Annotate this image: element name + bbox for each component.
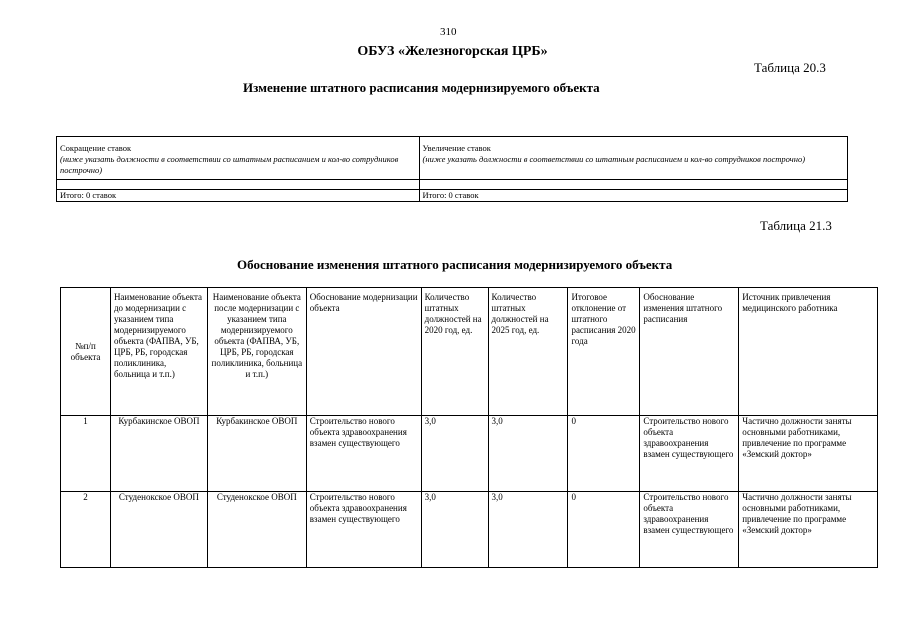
increase-note: (ниже указать должности в соответствии со штатным расписанием и кол-во сотрудников построчно) xyxy=(422,154,806,164)
increase-header: Увеличение ставок xyxy=(422,143,491,153)
header-source: Источник привлечения медицинского работника xyxy=(739,288,878,416)
table2-label: Таблица 21.3 xyxy=(760,218,832,233)
row-staff-2020: 3,0 xyxy=(421,416,488,492)
row-number: 1 xyxy=(61,416,111,492)
row-change-justification: Строительство нового объекта здравоохранения взамен существующего xyxy=(640,416,739,492)
reduction-total: Итого: 0 ставок xyxy=(57,190,420,202)
reduction-note: (ниже указать должности в соответствии со штатным расписанием и кол-во сотрудников построчно) xyxy=(60,154,399,175)
reduction-header: Сокращение ставок xyxy=(60,143,132,153)
row-deviation: 0 xyxy=(568,492,640,568)
table-header-row xyxy=(61,288,878,416)
row-justification: Строительство нового объекта здравоохранения взамен существующего xyxy=(306,416,421,492)
row-number: 2 xyxy=(61,492,111,568)
table1-label: Таблица 20.3 xyxy=(754,60,826,75)
row-source: Частично должности заняты основными работниками, привлечение по программе «Земский доктор» xyxy=(739,492,878,568)
table1-title: Изменение штатного расписания модернизируемого объекта xyxy=(243,80,600,95)
row-name-before: Студенокское ОВОП xyxy=(110,492,207,568)
organization-title: ОБУЗ «Железногорская ЦРБ» xyxy=(357,44,548,59)
reduction-header-cell xyxy=(57,137,420,180)
header-deviation: Итоговое отклонение от штатного расписания 2020 года xyxy=(568,288,640,416)
table-row xyxy=(61,416,878,492)
header-number: №п/п объекта xyxy=(61,288,111,416)
row-name-after: Студенокское ОВОП xyxy=(207,492,306,568)
staffing-change-table xyxy=(56,136,848,202)
row-justification: Строительство нового объекта здравоохранения взамен существующего xyxy=(306,492,421,568)
header-name-after: Наименование объекта после модернизации с указанием типа модернизируемого объекта (ФАПВА, УБ, ЦРБ, РБ, городская поликлиника, больница и т.п.) xyxy=(207,288,306,416)
header-justification: Обоснование модернизации объекта xyxy=(306,288,421,416)
row-name-before: Курбакинское ОВОП xyxy=(110,416,207,492)
row-change-justification: Строительство нового объекта здравоохранения взамен существующего xyxy=(640,492,739,568)
table-row xyxy=(61,492,878,568)
header-staff-2025: Количество штатных должностей на 2025 год, ед. xyxy=(488,288,568,416)
increase-header-cell xyxy=(419,137,847,180)
row-staff-2025: 3,0 xyxy=(488,492,568,568)
row-staff-2025: 3,0 xyxy=(488,416,568,492)
empty-cell xyxy=(57,180,420,190)
header-change-justification: Обоснование изменения штатного расписания xyxy=(640,288,739,416)
header-name-before: Наименование объекта до модернизации с указанием типа модернизируемого объекта (ФАПВА, УБ, ЦРБ, РБ, городская поликлиника, больница и т.п.) xyxy=(110,288,207,416)
header-staff-2020: Количество штатных должностей на 2020 год, ед. xyxy=(421,288,488,416)
justification-table xyxy=(60,287,878,568)
row-staff-2020: 3,0 xyxy=(421,492,488,568)
increase-total: Итого: 0 ставок xyxy=(419,190,847,202)
row-deviation: 0 xyxy=(568,416,640,492)
page-number: 310 xyxy=(440,26,457,38)
empty-cell xyxy=(419,180,847,190)
row-name-after: Курбакинское ОВОП xyxy=(207,416,306,492)
row-source: Частично должности заняты основными работниками, привлечение по программе «Земский доктор» xyxy=(739,416,878,492)
table2-title: Обоснование изменения штатного расписания модернизируемого объекта xyxy=(237,257,673,272)
